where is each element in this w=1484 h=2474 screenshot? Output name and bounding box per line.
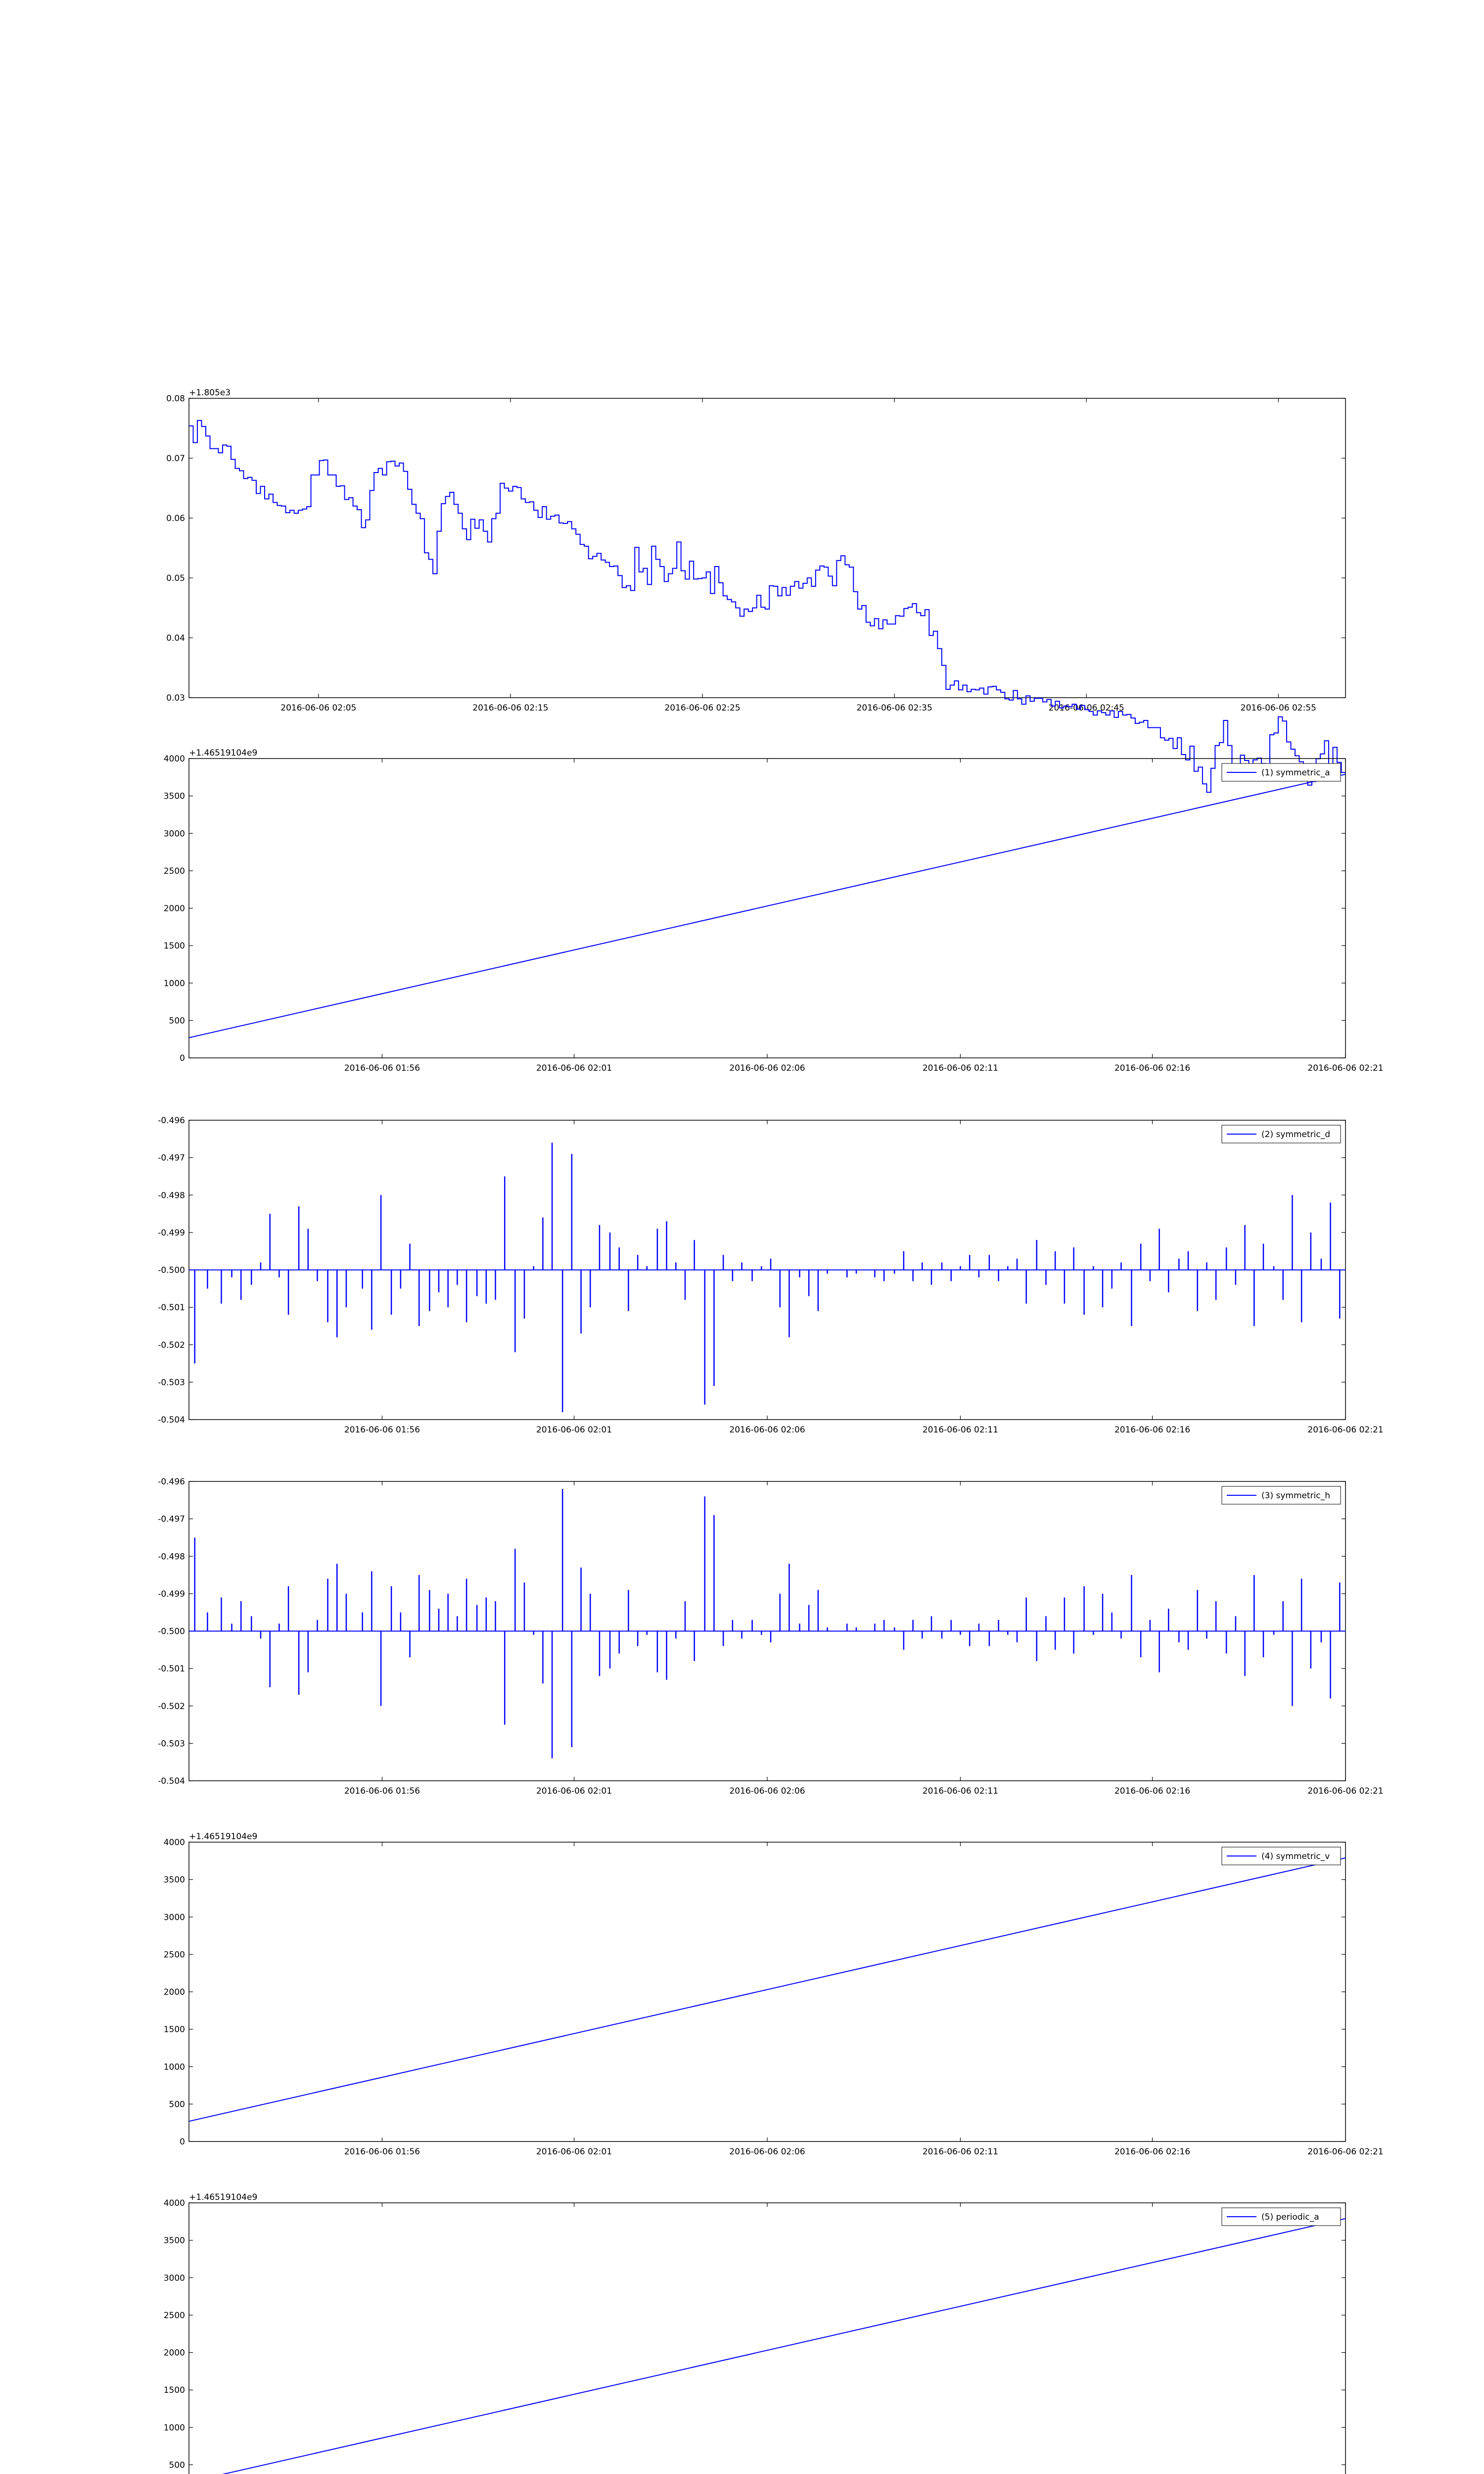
y-tick-label: -0.499 — [158, 1589, 185, 1599]
y-tick-label: 1000 — [163, 2423, 185, 2433]
x-tick-label: 2016-06-06 02:11 — [922, 1786, 999, 1796]
series-line — [189, 1858, 1345, 2121]
y-tick-label: -0.496 — [158, 1477, 185, 1487]
legend — [1222, 1847, 1341, 1865]
y-tick-label: 2000 — [163, 904, 185, 914]
legend — [1222, 2208, 1341, 2226]
y-tick-label: 3000 — [163, 2273, 185, 2284]
y-tick-label: -0.503 — [158, 1739, 185, 1749]
x-tick-label: 2016-06-06 02:01 — [536, 2147, 612, 2157]
y-tick-label: -0.502 — [158, 1340, 185, 1350]
y-tick-label: 0.03 — [166, 693, 185, 703]
y-tick-label: 1000 — [163, 978, 185, 989]
chart-panel-6 — [164, 2192, 1384, 2474]
x-tick-label: 2016-06-06 02:45 — [1048, 703, 1124, 713]
chart-panel-3 — [158, 1116, 1383, 1435]
x-tick-label: 2016-06-06 02:06 — [729, 1425, 805, 1435]
y-tick-label: 0 — [180, 1053, 185, 1063]
legend-label: (2) symmetric_d — [1261, 1130, 1330, 1140]
legend — [1222, 763, 1341, 781]
legend-label: (3) symmetric_h — [1261, 1491, 1330, 1501]
axes-frame — [189, 2203, 1345, 2474]
x-tick-label: 2016-06-06 02:01 — [536, 1786, 612, 1796]
x-tick-label: 2016-06-06 01:56 — [344, 1786, 420, 1796]
y-tick-label: 0.07 — [166, 454, 185, 464]
y-tick-label: -0.501 — [158, 1303, 185, 1313]
x-tick-label: 2016-06-06 02:06 — [729, 1786, 805, 1796]
y-tick-label: 4000 — [163, 2198, 185, 2208]
axis-offset-label: +1.46519104e9 — [189, 2192, 258, 2202]
x-tick-label: 2016-06-06 02:16 — [1114, 1063, 1191, 1073]
y-tick-label: -0.497 — [158, 1153, 185, 1163]
y-tick-label: 0.08 — [166, 394, 185, 404]
y-tick-label: -0.500 — [158, 1626, 185, 1637]
y-tick-label: 3500 — [163, 791, 185, 802]
axis-offset-label: +1.805e3 — [189, 388, 231, 398]
x-tick-label: 2016-06-06 01:56 — [344, 1425, 420, 1435]
chart-panel-1 — [163, 388, 1345, 792]
x-tick-label: 2016-06-06 02:21 — [1307, 1425, 1384, 1435]
y-tick-label: 1500 — [163, 2025, 185, 2035]
x-tick-label: 2016-06-06 02:35 — [856, 703, 932, 713]
y-tick-label: 3000 — [163, 829, 185, 839]
legend-label: (5) periodic_a — [1261, 2212, 1319, 2222]
y-tick-label: -0.498 — [158, 1190, 185, 1201]
axis-offset-label: +1.46519104e9 — [189, 1832, 258, 1842]
y-tick-label: 2000 — [163, 2348, 185, 2358]
y-tick-label: 2500 — [163, 866, 185, 876]
x-tick-label: 2016-06-06 02:55 — [1240, 703, 1316, 713]
y-tick-label: -0.504 — [158, 1415, 185, 1425]
y-tick-label: -0.502 — [158, 1701, 185, 1712]
x-tick-label: 2016-06-06 01:56 — [344, 2147, 420, 2157]
chart-panel-2 — [164, 748, 1384, 1073]
y-tick-label: 1500 — [163, 2385, 185, 2396]
legend — [1222, 1486, 1341, 1504]
chart-panel-5 — [164, 1832, 1384, 2157]
x-tick-label: 2016-06-06 02:06 — [729, 2147, 805, 2157]
axes-frame — [189, 398, 1345, 698]
y-tick-label: -0.499 — [158, 1228, 185, 1238]
x-tick-label: 2016-06-06 02:16 — [1114, 1425, 1191, 1435]
y-tick-label: 3000 — [163, 1912, 185, 1923]
y-tick-label: -0.501 — [158, 1664, 185, 1674]
y-tick-label: -0.496 — [158, 1116, 185, 1126]
y-tick-label: 500 — [169, 2099, 185, 2110]
y-tick-label: -0.503 — [158, 1378, 185, 1388]
y-tick-label: 500 — [169, 1016, 185, 1026]
y-tick-label: 3500 — [163, 2236, 185, 2246]
x-tick-label: 2016-06-06 02:16 — [1114, 2147, 1191, 2157]
x-tick-label: 2016-06-06 02:21 — [1307, 1786, 1384, 1796]
legend-label: (4) symmetric_v — [1261, 1852, 1330, 1861]
y-tick-label: 0.05 — [166, 573, 185, 583]
y-tick-label: 3500 — [163, 1875, 185, 1885]
y-tick-label: 1000 — [163, 2062, 185, 2072]
y-tick-label: -0.504 — [158, 1776, 185, 1786]
x-tick-label: 2016-06-06 02:01 — [536, 1425, 612, 1435]
axes-frame — [189, 759, 1345, 1058]
y-tick-label: 2000 — [163, 1987, 185, 1998]
x-tick-label: 2016-06-06 02:16 — [1114, 1786, 1191, 1796]
series-line — [189, 774, 1345, 1038]
legend-label: (1) symmetric_a — [1261, 768, 1330, 778]
x-tick-label: 2016-06-06 02:15 — [472, 703, 549, 713]
y-tick-label: 2500 — [163, 1950, 185, 1960]
y-tick-label: 0.04 — [166, 633, 185, 643]
series-line-price — [189, 421, 1345, 792]
x-tick-label: 2016-06-06 02:11 — [922, 1425, 999, 1435]
x-tick-label: 2016-06-06 01:56 — [344, 1063, 420, 1073]
y-tick-label: -0.498 — [158, 1552, 185, 1562]
series-line — [189, 2219, 1345, 2474]
x-tick-label: 2016-06-06 02:11 — [922, 1063, 999, 1073]
y-tick-label: 0 — [180, 2137, 185, 2147]
x-tick-label: 2016-06-06 02:21 — [1307, 2147, 1384, 2157]
x-tick-label: 2016-06-06 02:21 — [1307, 1063, 1384, 1073]
x-tick-label: 2016-06-06 02:06 — [729, 1063, 805, 1073]
axis-offset-label: +1.46519104e9 — [189, 748, 258, 758]
y-tick-label: -0.500 — [158, 1265, 185, 1276]
y-tick-label: 4000 — [163, 1838, 185, 1848]
y-tick-label: 1500 — [163, 941, 185, 952]
y-tick-label: 0.06 — [166, 514, 185, 523]
y-tick-label: 500 — [169, 2460, 185, 2471]
x-tick-label: 2016-06-06 02:25 — [664, 703, 741, 713]
x-tick-label: 2016-06-06 02:01 — [536, 1063, 612, 1073]
chart-panel-4 — [158, 1477, 1383, 1796]
x-tick-label: 2016-06-06 02:05 — [280, 703, 357, 713]
y-tick-label: 2500 — [163, 2310, 185, 2321]
axes-frame — [189, 1842, 1345, 2141]
x-tick-label: 2016-06-06 02:11 — [922, 2147, 999, 2157]
y-tick-label: -0.497 — [158, 1514, 185, 1524]
legend — [1222, 1125, 1341, 1143]
y-tick-label: 4000 — [163, 754, 185, 764]
